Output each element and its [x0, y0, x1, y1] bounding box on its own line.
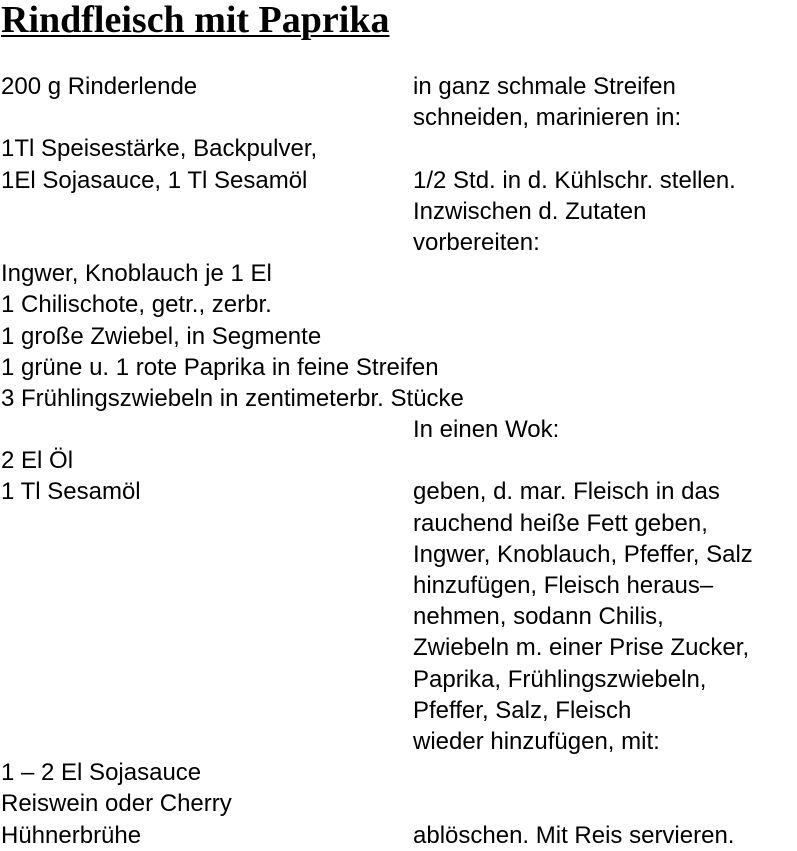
recipe-title: Rindfleisch mit Paprika [1, 0, 390, 41]
ingredient-text: 1 große Zwiebel, in Segmente [1, 322, 322, 350]
ingredient-text: 1 Chilischote, getr., zerbr. [1, 291, 272, 319]
instruction-text: nehmen, sodann Chilis, [413, 603, 664, 631]
recipe-line [1, 757, 797, 788]
recipe-line [1, 227, 797, 258]
instruction-text: in ganz schmale Streifen [413, 73, 676, 100]
ingredient-text: 2 El Öl [1, 447, 74, 475]
recipe-line [1, 383, 797, 414]
ingredient-text: 1Tl Speisestärke, Backpulver, [1, 135, 318, 163]
instruction-text: Pfeffer, Salz, Fleisch [413, 696, 632, 724]
instruction-text: ablöschen. Mit Reis servieren. [413, 821, 735, 849]
recipe-line [1, 664, 797, 695]
instruction-text: In einen Wok: [413, 416, 560, 444]
instruction-text: wieder hinzufügen, mit: [413, 727, 660, 755]
instruction-text: vorbereiten: [413, 228, 540, 256]
recipe-line [1, 352, 797, 383]
instruction-text: Ingwer, Knoblauch, Pfeffer, Salz [413, 540, 753, 568]
ingredient-text: 1El Sojasauce, 1 Tl Sesamöl [1, 166, 308, 194]
ingredient-text: 1 grüne u. 1 rote Paprika in feine Streifen [1, 353, 439, 381]
recipe-line [1, 539, 797, 570]
ingredient-text: Reiswein oder Cherry [1, 790, 232, 818]
recipe-line [1, 570, 797, 601]
instruction-text: Zwiebeln m. einer Prise Zucker, [413, 634, 750, 662]
recipe-line [1, 601, 797, 632]
ingredient-text: Hühnerbrühe [1, 821, 142, 849]
instruction-text: Inzwischen d. Zutaten [413, 197, 647, 225]
recipe-line [1, 632, 797, 663]
instruction-text: geben, d. mar. Fleisch in das [413, 478, 720, 506]
instruction-text: rauchend heiße Fett geben, [413, 509, 708, 537]
recipe-line [1, 165, 797, 196]
recipe-body [1, 71, 797, 851]
ingredient-text: 200 g Rinderlende [1, 73, 198, 100]
recipe-line [1, 726, 797, 757]
recipe-line [1, 321, 797, 352]
recipe-line [1, 820, 797, 851]
ingredient-text: 3 Frühlingszwiebeln in zentimeterbr. Stücke [1, 384, 464, 412]
instruction-text: Paprika, Frühlingszwiebeln, [413, 665, 707, 693]
instruction-text: schneiden, marinieren in: [413, 104, 682, 132]
recipe-line [1, 788, 797, 819]
recipe-line [1, 695, 797, 726]
recipe-line [1, 133, 797, 164]
ingredient-text: Ingwer, Knoblauch je 1 El [1, 260, 272, 288]
recipe-line [1, 71, 797, 102]
recipe-line [1, 102, 797, 133]
instruction-text: 1/2 Std. in d. Kühlschr. stellen. [413, 166, 736, 194]
recipe-line [1, 289, 797, 320]
recipe-line [1, 258, 797, 289]
instruction-text: hinzufügen, Fleisch heraus– [413, 572, 714, 599]
ingredient-text: 1 Tl Sesamöl [1, 478, 141, 506]
ingredient-text: 1 – 2 El Sojasauce [1, 759, 202, 787]
recipe-line [1, 196, 797, 227]
recipe-line [1, 508, 797, 539]
recipe-line [1, 414, 797, 445]
recipe-line [1, 445, 797, 476]
recipe-line [1, 476, 797, 507]
